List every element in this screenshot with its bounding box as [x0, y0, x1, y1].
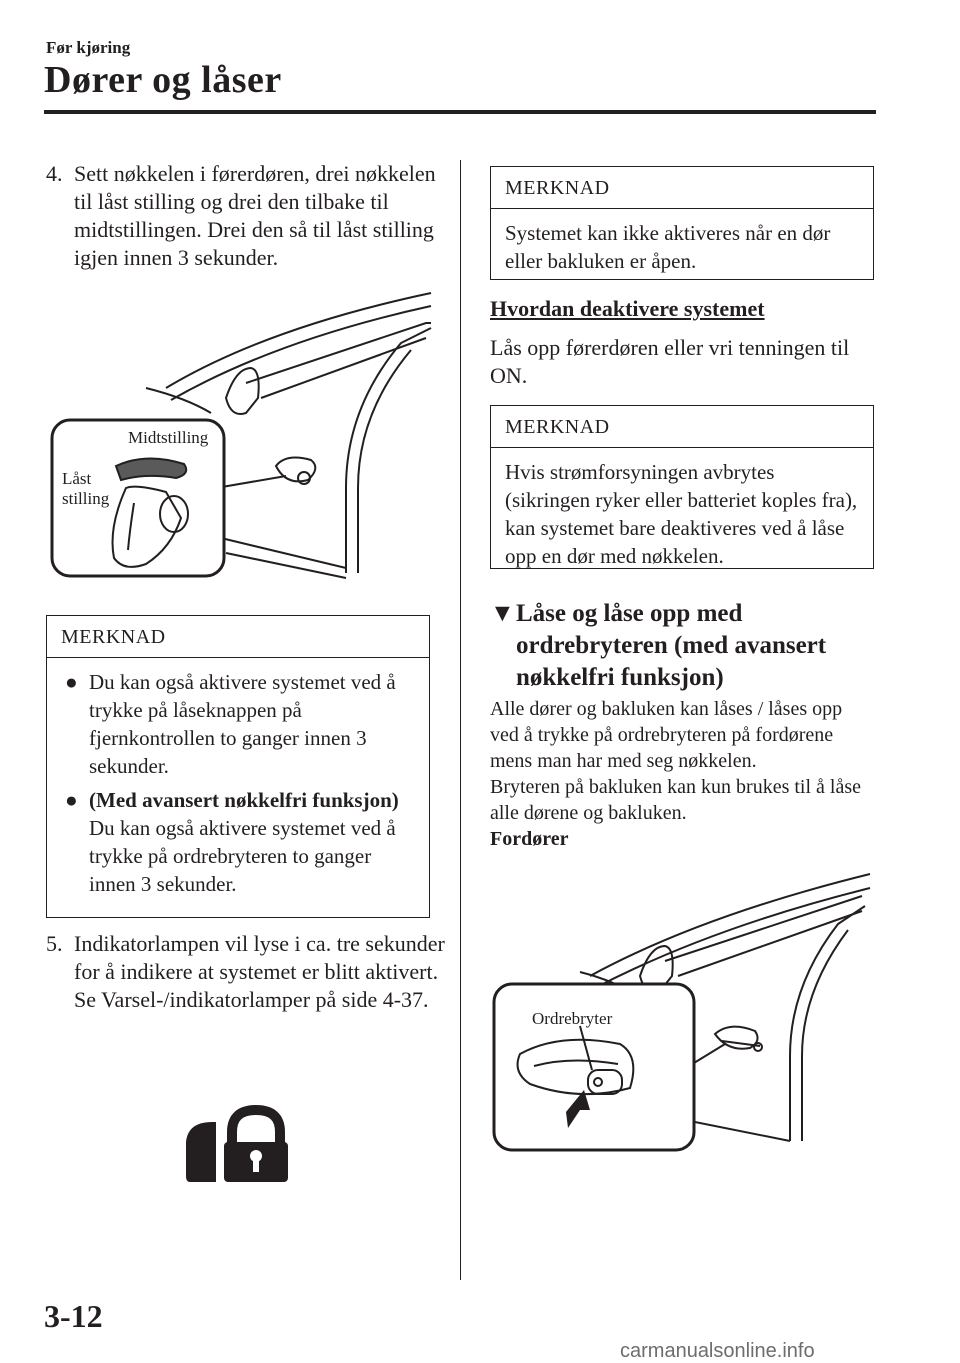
- security-indicator-icon: [184, 1104, 290, 1184]
- step-5: [46, 930, 446, 1014]
- step-text: Sett nøkkelen i førerdøren, drei nøkkelen til låst stilling og drei den tilbake til midtstillingen. Drei den så til låst stilling igjen innen 3 sekunder.: [74, 161, 436, 270]
- deactivate-text: Lås opp førerdøren eller vri tenningen til ON.: [490, 335, 850, 388]
- note-box-activation: [46, 615, 430, 918]
- figure-label-mid: Midtstilling: [128, 428, 209, 447]
- note-bullet: [61, 786, 415, 898]
- column-divider: [460, 160, 461, 1280]
- figure-label-locked-2: stilling: [62, 489, 110, 508]
- note-text: Systemet kan ikke aktiveres når en dør eller bakluken er åpen.: [505, 221, 831, 273]
- section-heading: [490, 598, 870, 694]
- figure-label-locked-1: Låst: [62, 469, 92, 488]
- note-heading: MERKNAD: [47, 616, 429, 658]
- note-box-door-open: [490, 166, 874, 280]
- bullet-text: Du kan også aktivere systemet ved å trykke på ordrebryteren to ganger innen 3 sekunder.: [89, 816, 396, 896]
- bullet-dot: ●: [65, 788, 78, 812]
- step-number: 5.: [46, 931, 63, 956]
- step-reference: Se Varsel-/indikatorlamper på side 4-37.: [74, 987, 429, 1012]
- title-rule: [44, 110, 876, 114]
- section-paragraph-2: Bryteren på bakluken kan kun brukes til å låse alle dørene og bakluken.: [490, 776, 861, 824]
- deactivate-subheading: Hvordan deaktivere systemet: [490, 296, 765, 321]
- watermark: carmanualsonline.info: [620, 1340, 815, 1362]
- section-heading-text: Låse og låse opp med ordrebryteren (med avansert nøkkelfri funksjon): [516, 600, 827, 691]
- note-box-power: [490, 405, 874, 569]
- bullet-bold-text: (Med avansert nøkkelfri funksjon): [89, 788, 399, 812]
- step-4: [46, 160, 446, 272]
- bullet-text: Du kan også aktivere systemet ved å trykke på låseknappen på fjernkontrollen to ganger innen 3 sekunder.: [89, 670, 396, 778]
- note-text: Hvis strømforsyningen avbrytes (sikringen ryker eller batteriet koples fra), kan systemet bare deaktiveres ved å låse opp en dør med nøkkelen.: [505, 460, 858, 568]
- figure-label-switch: Ordrebryter: [532, 1009, 613, 1028]
- key-lock-illustration: [46, 288, 436, 580]
- page-title: Dører og låser: [44, 59, 282, 101]
- section-paragraph-1: Alle dører og bakluken kan låses / låses opp ved å trykke på ordrebryteren på fordørene mens man har med seg nøkkelen.: [490, 698, 843, 772]
- note-heading: MERKNAD: [491, 406, 873, 448]
- fordorer-label: Fordører: [490, 828, 569, 850]
- section-text: [490, 696, 874, 852]
- note-heading: MERKNAD: [491, 167, 873, 209]
- page-number: 3-12: [44, 1298, 103, 1334]
- bullet-dot: ●: [65, 670, 78, 694]
- step-text: Indikatorlampen vil lyse i ca. tre sekunder for å indikere at systemet er blitt aktivert.: [74, 931, 445, 984]
- step-number: 4.: [46, 161, 63, 186]
- section-label: Før kjøring: [46, 38, 131, 57]
- triangle-marker-icon: ▼: [490, 600, 515, 627]
- note-bullet: [61, 668, 415, 780]
- door-handle-illustration: [490, 866, 875, 1156]
